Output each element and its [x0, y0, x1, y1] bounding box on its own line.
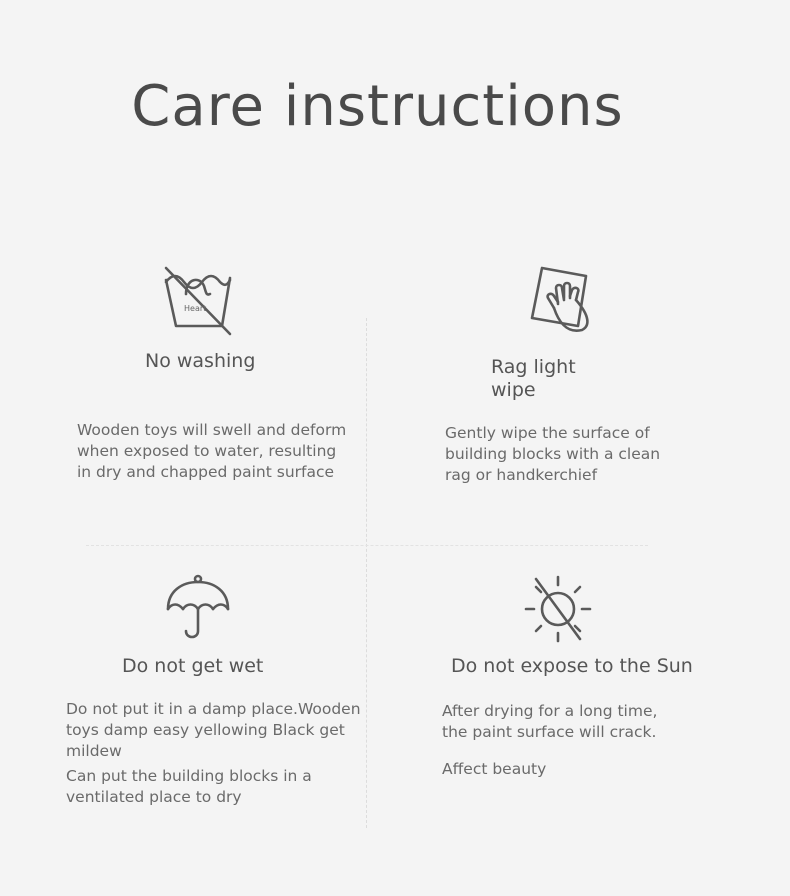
umbrella-icon: [164, 573, 232, 643]
rag-wipe-heading: Rag light wipe: [491, 356, 576, 401]
no-washing-icon: [160, 264, 236, 338]
not-wet-description: [66, 699, 368, 808]
icon-caption: Heart: [184, 304, 207, 313]
page-title: Care instructions: [131, 74, 624, 139]
no-sun-icon: [522, 573, 594, 643]
not-wet-text-1: Do not put it in a damp place.Wooden toys damp easy yellowing Black get mildew: [66, 700, 361, 760]
no-sun-text-1: After drying for a long time, the paint surface will crack.: [442, 702, 658, 741]
no-sun-text-2: Affect beauty: [442, 760, 547, 778]
no-washing-heading: No washing: [145, 350, 256, 372]
no-sun-heading: Do not expose to the Sun: [451, 655, 693, 677]
not-wet-heading: Do not get wet: [122, 655, 264, 677]
no-sun-description: [442, 701, 682, 780]
horizontal-divider: [86, 545, 648, 546]
not-wet-text-2: Can put the building blocks in a ventilated place to dry: [66, 767, 312, 806]
hand-wipe-icon: [526, 264, 596, 338]
no-washing-description: Wooden toys will swell and deform when exposed to water, resulting in dry and chapped paint surface: [77, 421, 347, 481]
rag-wipe-description: Gently wipe the surface of building blocks with a clean rag or handkerchief: [445, 424, 661, 484]
